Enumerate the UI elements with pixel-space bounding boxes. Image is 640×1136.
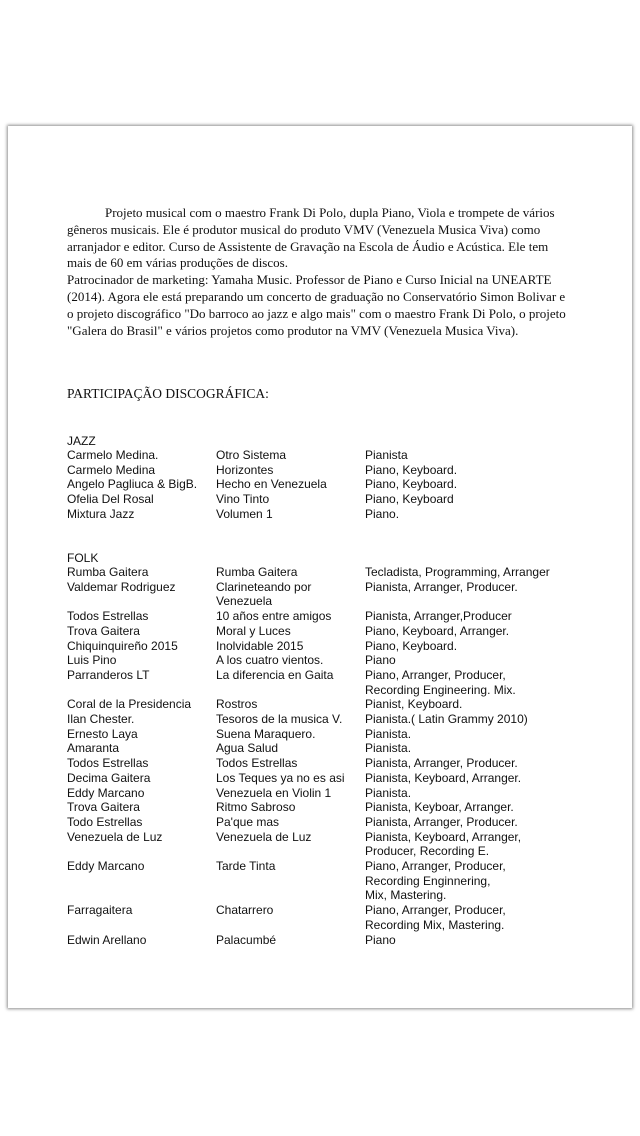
folk-album-cell: Venezuela en Violin 1	[216, 785, 332, 800]
jazz-role-cell: Piano, Keyboard.	[365, 477, 458, 492]
folk-artist-cell: Edwin Arellano	[67, 932, 147, 947]
folk-artist-cell: Venezuela de Luz	[67, 829, 163, 844]
jazz-artist-cell: Carmelo Medina	[67, 462, 156, 477]
jazz-artist-cell: Mixtura Jazz	[67, 506, 135, 521]
folk-artist-cell: Valdemar Rodriguez	[67, 579, 176, 594]
folk-role-cell: Pianista.( Latin Grammy 2010)	[365, 712, 528, 727]
jazz-role-cell: Piano, Keyboard	[365, 492, 454, 507]
jazz-album-cell: Volumen 1	[216, 506, 273, 521]
folk-album-cell: Tesoros de la musica V.	[216, 712, 343, 727]
folk-album-cell: Rostros	[216, 697, 258, 712]
jazz-artist-cell: Angelo Pagliuca & BigB.	[67, 477, 198, 492]
jazz-album-cell: Hecho en Venezuela	[216, 477, 327, 492]
folk-album-cell: Ritmo Sabroso	[216, 800, 296, 815]
folk-album-cell: Palacumbé	[216, 932, 277, 947]
folk-artist-cell: Coral de la Presidencia	[67, 697, 192, 712]
folk-artist-cell: Todos Estrellas	[67, 609, 149, 624]
folk-album-cell: Rumba Gaitera	[216, 565, 298, 579]
folk-role-cell: Pianista.	[365, 741, 412, 756]
jazz-role-cell: Piano.	[365, 506, 400, 521]
folk-role-cell: Piano, Keyboard.	[365, 638, 458, 653]
jazz-album-cell: Vino Tinto	[216, 492, 270, 507]
folk-album-cell: La diferencia en Gaita	[216, 667, 334, 682]
folk-album-cell: Pa'que mas	[216, 814, 279, 829]
folk-artist-cell: Farragaitera	[67, 903, 133, 918]
jazz-artist-cell: Ofelia Del Rosal	[67, 492, 154, 507]
folk-role-cell: Pianista, Keyboard, Arranger.	[365, 770, 522, 785]
folk-album-cell: Clarineteando por Venezuela	[216, 579, 312, 609]
folk-album-cell: Agua Salud	[216, 741, 279, 756]
folk-artist-cell: Decima Gaitera	[67, 770, 151, 785]
folk-artist-cell: Rumba Gaitera	[67, 565, 149, 579]
jazz-table	[67, 448, 577, 522]
folk-role-cell: Pianista.	[365, 726, 412, 741]
jazz-album-cell: Otro Sistema	[216, 448, 287, 462]
jazz-role-cell: Piano, Keyboard.	[365, 462, 458, 477]
folk-album-cell: Chatarrero	[216, 903, 274, 918]
folk-album-cell: Todos Estrellas	[216, 756, 298, 771]
jazz-album-cell: Horizontes	[216, 462, 274, 477]
folk-role-cell: Pianista, Arranger,Producer	[365, 609, 512, 624]
jazz-role-cell: Pianista	[365, 448, 408, 462]
folk-artist-cell: Amaranta	[67, 741, 120, 756]
section-title: PARTICIPAÇÃO DISCOGRÁFICA:	[67, 386, 269, 401]
folk-role-cell: Pianista, Arranger, Producer.	[365, 756, 518, 771]
folk-role-cell: Piano, Arranger, Producer, Recording Engineering. Mix.	[365, 667, 516, 697]
folk-role-cell: Tecladista, Programming, Arranger	[365, 565, 550, 579]
folk-album-cell: Venezuela de Luz	[216, 829, 312, 844]
folk-artist-cell: Luis Pino	[67, 653, 117, 668]
folk-role-cell: Pianist, Keyboard.	[365, 697, 463, 712]
folk-artist-cell: Trova Gaitera	[67, 800, 140, 815]
intro-paragraph-1: Projeto musical com o maestro Frank Di Polo, dupla Piano, Viola e trompete de vários gêneros musicais. Ele é produtor musical do produto VMV (Venezuela Musica Viva) como arranjador e editor. Curso de Assistente de Gravação na Escola de Áudio e Acústica. Ele tem mais de 60 em várias produções de discos.	[67, 205, 555, 271]
folk-album-cell: Suena Maraquero.	[216, 726, 316, 741]
folk-album-cell: Los Teques ya no es asi	[216, 770, 345, 785]
folk-album-cell: A los cuatro vientos.	[216, 653, 324, 668]
folk-role-cell: Piano	[365, 932, 396, 947]
folk-artist-cell: Eddy Marcano	[67, 785, 145, 800]
folk-artist-cell: Ilan Chester.	[67, 712, 135, 727]
jazz-artist-cell: Carmelo Medina.	[67, 448, 159, 462]
folk-artist-cell: Trova Gaitera	[67, 623, 140, 638]
folk-role-cell: Piano, Arranger, Producer, Recording Mix, Mastering.	[365, 903, 506, 932]
folk-album-cell: Inolvidable 2015	[216, 638, 304, 653]
folk-role-cell: Piano, Keyboard, Arranger.	[365, 623, 510, 638]
intro-text	[67, 205, 567, 339]
folk-table	[67, 565, 577, 947]
folk-role-cell: Pianista, Keyboar, Arranger.	[365, 800, 514, 815]
folk-artist-cell: Chiquinquireño 2015	[67, 638, 178, 653]
folk-role-cell: Piano	[365, 653, 396, 668]
folk-role-cell: Pianista.	[365, 785, 412, 800]
document-page	[8, 126, 632, 1008]
folk-artist-cell: Todo Estrellas	[67, 814, 143, 829]
folk-album-cell: 10 años entre amigos	[216, 609, 332, 624]
intro-paragraph-2: Patrocinador de marketing: Yamaha Music. Professor de Piano e Curso Inicial na UNEARTE (2014). Agora ele está preparando um concerto de graduação no Conservatório Simon Bolivar e o projeto discográfico "Do barroco ao jazz e algo mais" com o maestro Frank Di Polo, o projeto "Galera do Brasil" e vários projetos como produtor na VMV (Venezuela Musica Viva).	[67, 272, 566, 338]
folk-album-cell: Tarde Tinta	[216, 859, 276, 874]
folk-role-cell: Piano, Arranger, Producer, Recording Enginnering, Mix, Mastering.	[365, 859, 506, 903]
folk-artist-cell: Ernesto Laya	[67, 726, 138, 741]
folk-artist-cell: Todos Estrellas	[67, 756, 149, 771]
folk-artist-cell: Parranderos LT	[67, 667, 150, 682]
folk-role-cell: Pianista, Keyboard, Arranger, Producer, Recording E.	[365, 829, 522, 859]
jazz-title: JAZZ	[67, 434, 96, 448]
folk-artist-cell: Eddy Marcano	[67, 859, 145, 874]
folk-role-cell: Pianista, Arranger, Producer.	[365, 579, 518, 594]
folk-title: FOLK	[67, 551, 99, 565]
folk-role-cell: Pianista, Arranger, Producer.	[365, 814, 518, 829]
folk-album-cell: Moral y Luces	[216, 623, 291, 638]
